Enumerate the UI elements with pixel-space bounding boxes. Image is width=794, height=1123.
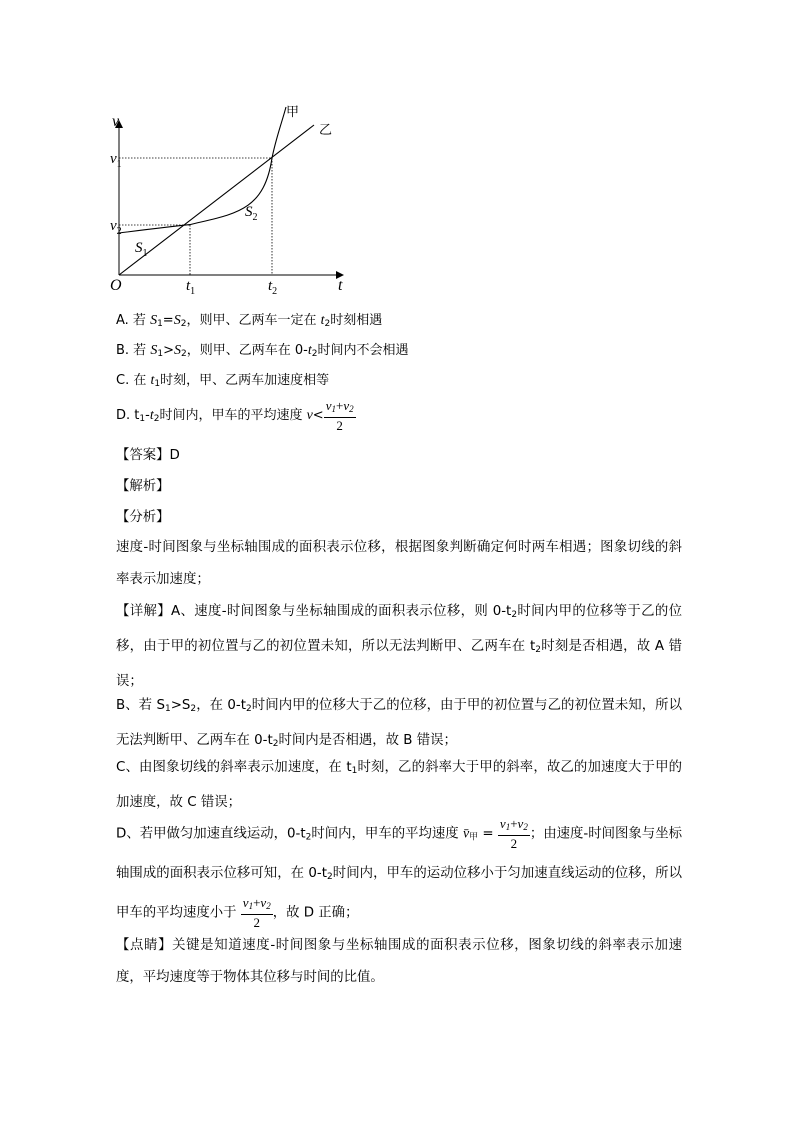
v1-label: $v_1$ — [110, 151, 122, 170]
detail-a: 【详解】A、速度-时间图象与坐标轴围成的面积表示位移，则 $0-t_2$时间内甲的位移等于乙的位移，由于甲的初位置与乙的初位置未知，所以无法判断甲、乙两车在 $t_2$时刻是否相遇，故 A 错误； — [116, 604, 682, 689]
answer: 【答案】D — [116, 448, 180, 463]
yi-line — [119, 125, 314, 275]
jia-curve — [119, 107, 286, 233]
s1-label: $S_1$ — [135, 240, 148, 259]
t-axis-label: t — [338, 277, 343, 294]
origin-label: O — [110, 277, 122, 294]
detail-d: D、若甲做匀加速直线运动，$0-t_2$时间内，甲车的平均速度 $v̄_甲$ = $\frac{v_1+v_2}{2}$ ；由速度-时间图象与坐标轴围成的面积表示位移可知，在 $0-t_2$时间内，甲车的运动位移小于匀加速直线运动的位移，所以甲车的平均速度小于 $\frac{v_1+v_2}{2}$ ，故 D 正确； — [116, 816, 683, 930]
option-c: C. 在 $t_1$时刻，甲、乙两车加速度相等 — [116, 373, 330, 389]
vt-graph — [104, 100, 364, 300]
fraction-v1-v2: $\frac{v_1+v_2}{2}$ — [325, 398, 354, 433]
s2-label: $S_2$ — [245, 204, 258, 223]
detail-c: C、由图象切线的斜率表示加速度，在 $t_1$时刻，乙的斜率大于甲的斜率，故乙的加速度大于甲的加速度，故 C 错误； — [116, 760, 683, 810]
v2-label: $v_2$ — [110, 218, 122, 237]
t1-label: $t_1$ — [186, 278, 196, 297]
option-d: D. $t_1-t_2$时间内，甲车的平均速度 v< $\frac{v_1+v_2}{2}$ — [116, 398, 354, 433]
option-a: A. 若 $S_1=S_2$，则甲、乙两车一定在 $t_2$时刻相遇 — [116, 313, 383, 329]
t2-label: $t_2$ — [268, 278, 278, 297]
fraction-avg-velocity: $\frac{v_1+v_2}{2}$ — [499, 816, 528, 851]
fraction-avg-velocity-2: $\frac{v_1+v_2}{2}$ — [242, 894, 271, 930]
v-axis-label: v — [112, 113, 120, 130]
detail-b: B、若 $S_1>S_2$，在 $0-t_2$时间内甲的位移大于乙的位移，由于甲的初位置与乙的初位置未知，所以无法判断甲、乙两车在 $0-t_2$时间内是否相遇，故 B 错误； — [116, 698, 682, 749]
axes — [115, 120, 344, 279]
dianjing: 【点睛】关键是知道速度-时间图象与坐标轴围成的面积表示位移，图象切线的斜率表示加速度，平均速度等于物体其位移与时间的比值。 — [116, 938, 682, 985]
jiexi-heading: 【解析】 — [116, 479, 170, 494]
option-b: B. 若 $S_1>S_2$，则甲、乙两车在 $0-t_2$时间内不会相遇 — [116, 343, 409, 359]
jia-label: 甲 — [286, 105, 300, 120]
fenxi-text: 速度-时间图象与坐标轴围成的面积表示位移，根据图象判断确定何时两车相遇；图象切线的斜率表示加速度； — [116, 540, 682, 587]
curves — [119, 107, 314, 275]
fenxi-heading: 【分析】 — [116, 510, 170, 525]
yi-label: 乙 — [319, 123, 333, 138]
